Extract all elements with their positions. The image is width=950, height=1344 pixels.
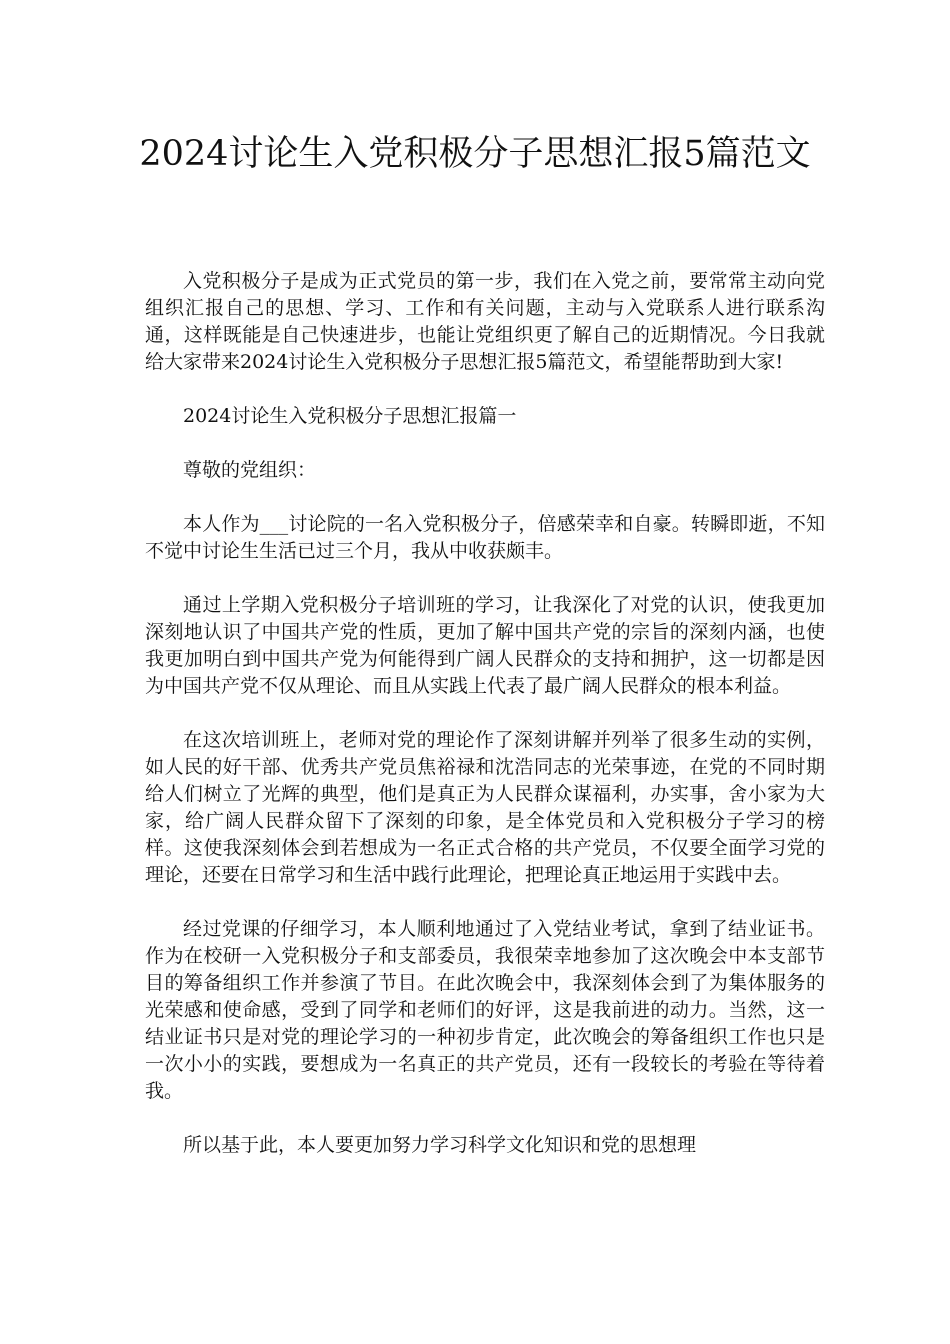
section-heading: 2024讨论生入党积极分子思想汇报篇一: [183, 405, 517, 427]
document-title: 2024讨论生入党积极分子思想汇报5篇范文: [139, 134, 811, 174]
body-paragraph: 所以基于此，本人要更加努力学习科学文化知识和党的思想理: [183, 1134, 697, 1156]
body-paragraph: 在这次培训班上，老师对党的理论作了深刻讲解并列举了很多生动的实例，如人民的好干部、优秀共产党员焦裕禄和沈浩同志的光荣事迹，在党的不同时期给人们树立了光辉的典型，他们是真正为人民群众谋福利，办实事，舍小家为大家，给广阔人民群众留下了深刻的印象，是全体党员和入党积极分子学习的榜样。这使我深刻体会到若想成为一名正式合格的共产党员，不仅要全面学习党的理论，还要在日常学习和生活中践行此理论，把理论真正地运用于实践中去。: [145, 729, 825, 886]
document-body: [145, 268, 825, 1186]
body-paragraph: 通过上学期入党积极分子培训班的学习，让我深化了对党的认识，使我更加深刻地认识了中国共产党的性质，更加了解中国共产党的宗旨的深刻内涵，也使我更加明白到中国共产党为何能得到广阔人民群众的支持和拥护，这一切都是因为中国共产党不仅从理论、而且从实践上代表了最广阔人民群众的根本利益。: [145, 594, 825, 697]
intro-paragraph: 入党积极分子是成为正式党员的第一步，我们在入党之前，要常常主动向党组织汇报自己的思想、学习、工作和有关问题，主动与入党联系人进行联系沟通，这样既能是自己快速进步，也能让党组织更了解自己的近期情况。今日我就给大家带来2024讨论生入党积极分子思想汇报5篇范文，希望能帮助到大家!: [145, 270, 825, 373]
body-paragraph: 经过党课的仔细学习，本人顺利地通过了入党结业考试，拿到了结业证书。作为在校研一入党积极分子和支部委员，我很荣幸地参加了这次晚会中本支部节目的筹备组织工作并参演了节目。在此次晚会中，我深刻体会到了为集体服务的光荣感和使命感，受到了同学和老师们的好评，这是我前进的动力。当然，这一结业证书只是对党的理论学习的一种初步肯定，此次晚会的筹备组织工作也只是一次小小的实践，要想成为一名真正的共产党员，还有一段较长的考验在等待着我。: [145, 918, 825, 1102]
body-paragraph: 本人作为___讨论院的一名入党积极分子，倍感荣幸和自豪。转瞬即逝，不知不觉中讨论生生活已过三个月，我从中收获颇丰。: [145, 513, 825, 562]
salutation: 尊敬的党组织：: [183, 459, 317, 481]
